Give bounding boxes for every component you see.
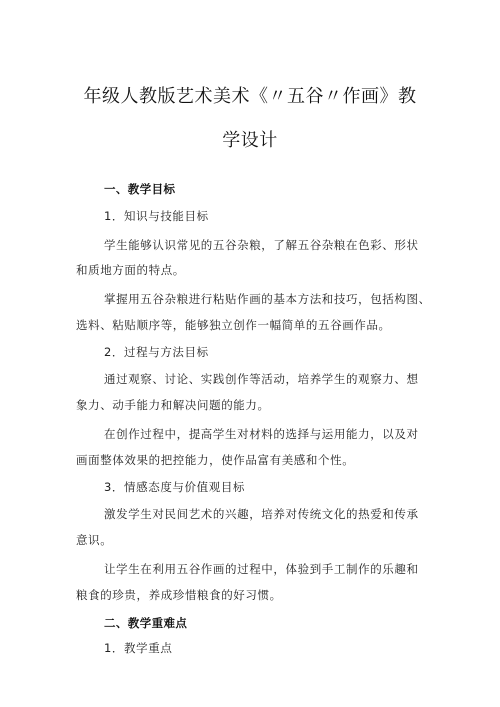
document-title-line-1: 年级人教版艺术美术《〃五谷〃作画》教 xyxy=(83,86,417,107)
subheading-knowledge-skills: 1．知识与技能目标 xyxy=(104,209,209,223)
section-heading-key-difficult-points: 二、教学重难点 xyxy=(104,616,188,630)
paragraph-line: 意识。 xyxy=(76,533,113,547)
subheading-process-methods: 2．过程与方法目标 xyxy=(104,345,209,359)
paragraph-line: 画面整体效果的把控能力，使作品富有美感和个性。 xyxy=(76,453,355,467)
subheading-teaching-focus: 1．教学重点 xyxy=(104,641,173,655)
paragraph-line: 学生能够认识常见的五谷杂粮，了解五谷杂粮在色彩、形状 xyxy=(104,238,419,252)
paragraph-line: 掌握用五谷杂粮进行粘贴作画的基本方法和技巧，包括构图、 xyxy=(104,292,431,306)
paragraph-line: 粮食的珍贵，养成珍惜粮食的好习惯。 xyxy=(76,588,282,602)
paragraph-line: 通过观察、讨论、实践创作等活动，培养学生的观察力、想 xyxy=(104,372,419,386)
paragraph-line: 在创作过程中，提高学生对材料的选择与运用能力，以及对 xyxy=(104,427,419,441)
paragraph-line: 选料、粘贴顺序等，能够独立创作一幅简单的五谷画作品。 xyxy=(76,318,391,332)
paragraph-line: 和质地方面的特点。 xyxy=(76,263,185,277)
section-heading-objectives: 一、教学目标 xyxy=(104,182,176,196)
document-title-line-2: 学设计 xyxy=(222,130,278,151)
paragraph-line: 激发学生对民间艺术的兴趣，培养对传统文化的热爱和传承 xyxy=(104,507,419,521)
subheading-emotion-values: 3．情感态度与价值观目标 xyxy=(104,480,246,494)
paragraph-line: 让学生在利用五谷作画的过程中，体验到手工制作的乐趣和 xyxy=(104,562,419,576)
paragraph-line: 象力、动手能力和解决问题的能力。 xyxy=(76,398,270,412)
